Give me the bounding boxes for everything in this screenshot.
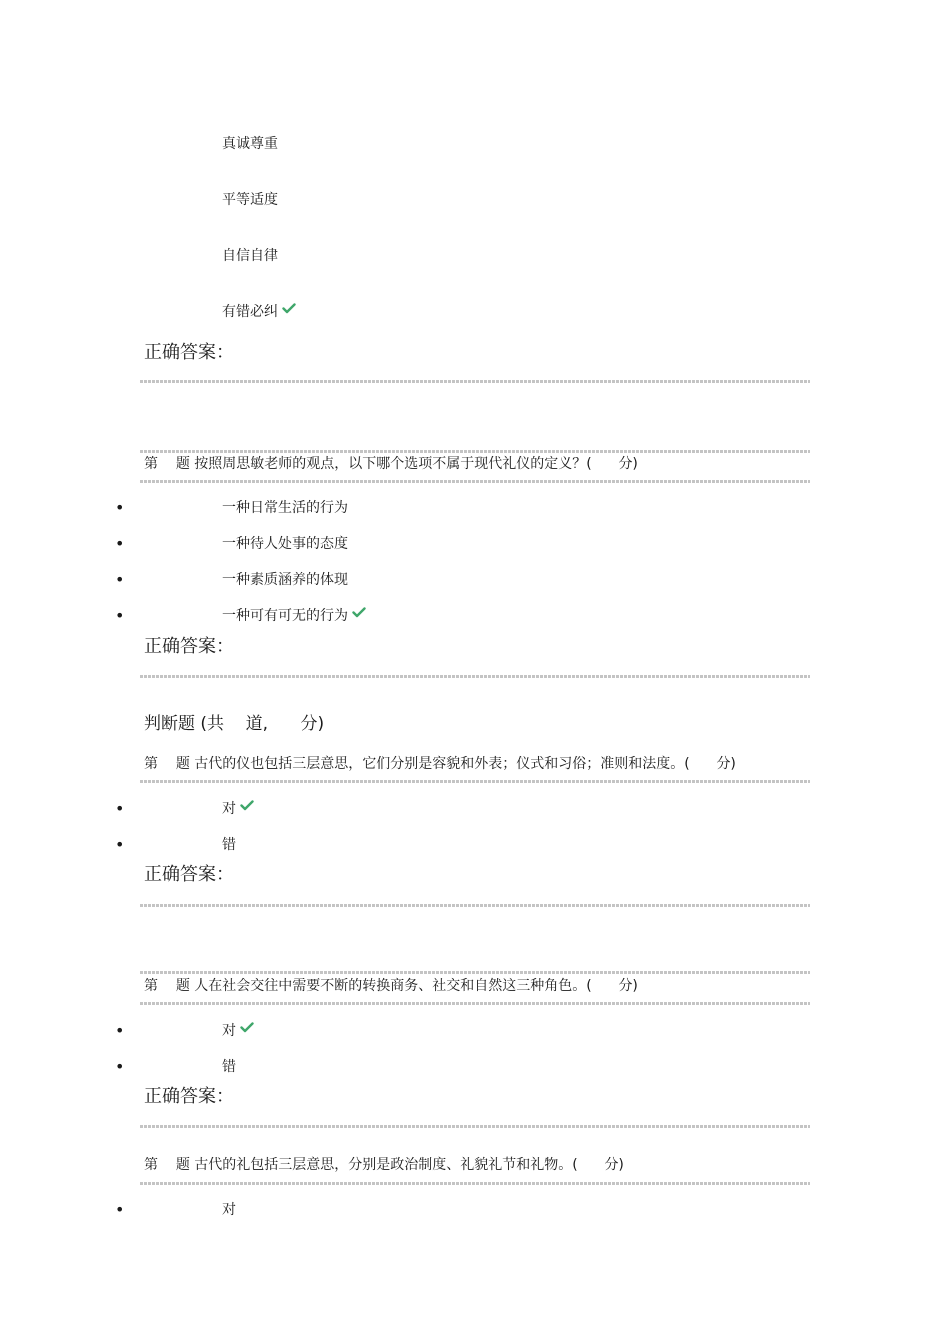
option-item[interactable]: 错 [222, 837, 236, 853]
option-item[interactable]: 对 [222, 799, 254, 819]
check-icon [240, 1022, 254, 1033]
correct-answer-label: 正确答案： [144, 1086, 234, 1107]
divider [140, 1125, 810, 1128]
divider [140, 971, 810, 974]
option-item[interactable]: 对 [222, 1202, 236, 1218]
option-item[interactable]: 一种可有可无的行为 [222, 606, 366, 626]
bullet-icon: • [115, 1200, 125, 1219]
option-item[interactable]: 有错必纠 [222, 302, 296, 322]
section-title: 判断题 (共 道, 分) [144, 714, 325, 734]
check-icon [240, 800, 254, 811]
divider [140, 904, 810, 907]
option-item[interactable]: 一种素质涵养的体现 [222, 572, 348, 588]
option-item[interactable]: 真诚尊重 [222, 136, 278, 152]
bullet-icon: • [115, 606, 125, 625]
divider [140, 450, 810, 453]
bullet-icon: • [115, 498, 125, 517]
option-item[interactable]: 一种日常生活的行为 [222, 500, 348, 516]
question-stem: 第 题 古代的礼包括三层意思，分别是政治制度、礼貌礼节和礼物。( 分) [144, 1157, 624, 1173]
bullet-icon: • [115, 1057, 125, 1076]
option-item[interactable]: 自信自律 [222, 248, 278, 264]
check-icon [352, 607, 366, 618]
bullet-icon: • [115, 534, 125, 553]
option-item[interactable]: 平等适度 [222, 192, 278, 208]
correct-answer-label: 正确答案： [144, 864, 234, 885]
option-item[interactable]: 一种待人处事的态度 [222, 536, 348, 552]
divider [140, 675, 810, 678]
correct-answer-label: 正确答案： [144, 342, 234, 363]
bullet-icon: • [115, 835, 125, 854]
correct-answer-label: 正确答案： [144, 636, 234, 657]
question-stem: 第 题 人在社会交往中需要不断的转换商务、社交和自然这三种角色。( 分) [144, 978, 638, 994]
divider [140, 780, 810, 783]
question-stem: 第 题 按照周思敏老师的观点，以下哪个选项不属于现代礼仪的定义？( 分) [144, 456, 638, 472]
bullet-icon: • [115, 799, 125, 818]
bullet-icon: • [115, 1021, 125, 1040]
option-item[interactable]: 对 [222, 1021, 254, 1041]
question-stem: 第 题 古代的仪也包括三层意思，它们分别是容貌和外表；仪式和习俗；准则和法度。( 分) [144, 756, 736, 772]
bullet-icon: • [115, 570, 125, 589]
divider [140, 480, 810, 483]
check-icon [282, 303, 296, 314]
option-item[interactable]: 错 [222, 1059, 236, 1075]
divider [140, 1002, 810, 1005]
divider [140, 1182, 810, 1185]
divider [140, 380, 810, 383]
